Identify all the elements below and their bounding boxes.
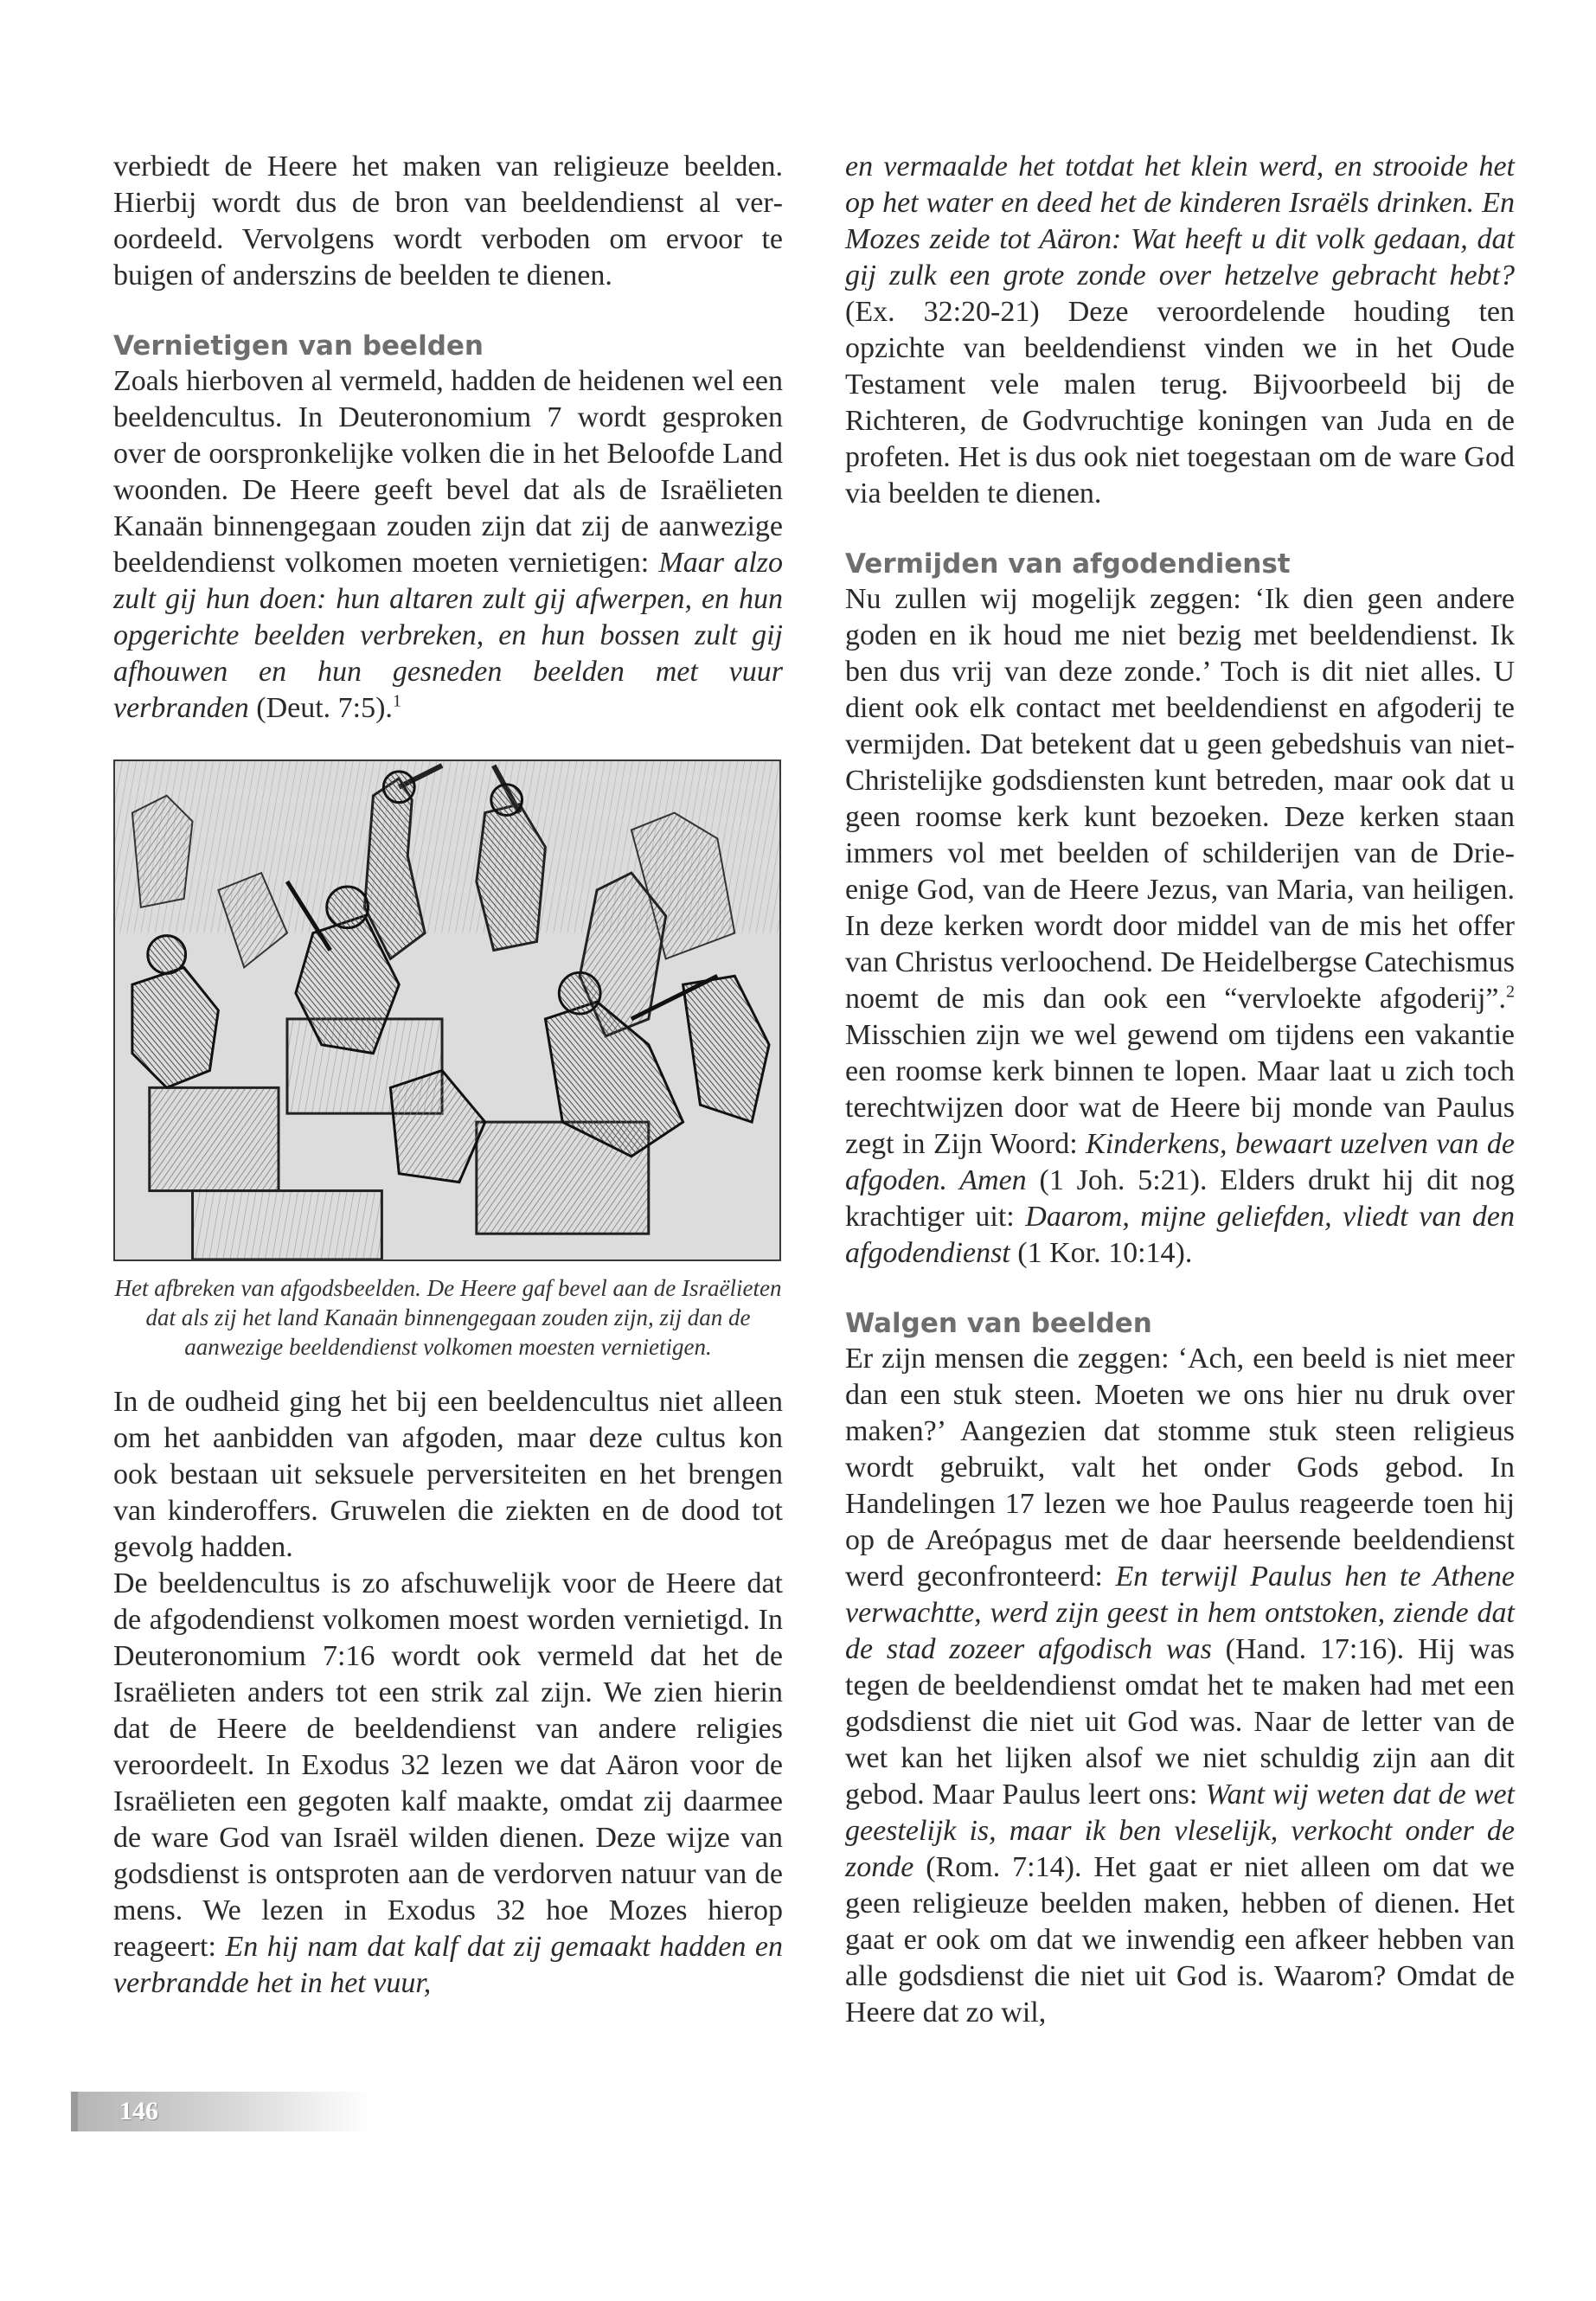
scripture-quote: en vermaalde het totdat het klein werd, en strooide het op het water en deed het de kinderen Israëls drinken. En Mozes zeide tot Aäron: Wat heeft u dit volk gedaan, dat gij zulk een grote zonde over hetzelve gebracht hebt? bbox=[845, 151, 1515, 292]
scripture-quote: Kinderkens, bewaart uzelven van de afgoden. Amen bbox=[845, 1128, 1515, 1196]
paragraph-vernietigen bbox=[113, 363, 783, 727]
paragraph-walgen bbox=[845, 1341, 1515, 2031]
paragraph-oudheid: In de oudheid ging het bij een beeldencultus niet alleen om het aanbidden van afgoden, maar deze cultus kon ook bestaan uit seksuele perversiteiten en het brengen van kinderoffers. Gruwelen die ziekten en de dood tot gevolg hadden. bbox=[113, 1386, 783, 1563]
scripture-quote: Maar alzo zult gij hun doen: hun altaren zult gij afwerpen, en hun opgerichte beelden verbreken, en hun bossen zult gij afhouwen en hun gesneden beelden met vuur verbranden bbox=[113, 547, 783, 724]
paragraph-vermijden bbox=[845, 581, 1515, 1272]
section-heading-vermijden: Vermijden van afgodendienst bbox=[845, 548, 1291, 580]
footnote-marker: 2 bbox=[1506, 982, 1515, 1002]
text-run: De beeldencultus is zo afschuwelijk voor de Heere dat de afgodendienst volkomen moest worden vernietigd. In Deuteronomium 7:16 wordt ook vermeld dat het de Israëlieten anders tot een strik zal zijn. We zien hierin dat de Heere de beeldendienst van andere religies veroordeelt. In Exodus 32 lezen we dat Aäron voor de Israëlieten een gegoten kalf maakte, omdat zij daarmee de ware God van Israël wilden dienen. Deze wijze van godsdienst is ontsproten aan de verdorven natuur van de mens. We lezen in Exodus 32 hoe Mozes hierop reageert: bbox=[113, 1567, 783, 1963]
text-run: (Rom. 7:14). Het gaat er niet alleen om dat we geen religieuze beelden maken, hebben of dienen. Het gaat er ook om dat we inwendig een afkeer hebben van alle godsdienst die niet uit God is. Waarom? Omdat de Heere dat zo wil, bbox=[845, 1851, 1515, 2029]
scripture-reference: (Deut. 7:5). bbox=[248, 692, 393, 724]
text-run: (Hand. 17:16). Hij was tegen de beeldendienst omdat het te maken had met een godsdienst die niet uit God was. Naar de letter van de wet kan het lijken alsof we niet schuldig zijn aan dit gebod. Maar Paulus leert ons: bbox=[845, 1633, 1515, 1811]
scripture-quote: En terwijl Paulus hen te Athene verwachtte, werd zijn geest in hem ontstoken, ziende dat de stad zozeer afgodisch was bbox=[845, 1561, 1515, 1665]
paragraph-continuation bbox=[845, 149, 1515, 512]
scripture-quote: Want wij weten dat de wet geestelijk is, maar ik ben vleselijk, verkocht onder de zonde bbox=[845, 1779, 1516, 1883]
right-column bbox=[845, 149, 1515, 2031]
section-heading-vernietigen: Vernietigen van beelden bbox=[113, 330, 484, 362]
engraving-image bbox=[113, 760, 781, 1261]
page-number: 146 bbox=[119, 2097, 158, 2125]
text-run: (Ex. 32:20-21) Deze veroordelende houding ten opzichte van beeldendienst vinden we in het Oude Testament vele malen terug. Bijvoorbeeld bij de Richteren, de Godvruchtige koningen van Juda en de profeten. Het is dus ook niet toegestaan om de ware God via beelden te dienen. bbox=[845, 296, 1515, 510]
figure-caption: Het afbreken van afgodsbeelden. De Heere gaf bevel aan de Israëlieten dat als zij het land Kanaän binnengegaan zouden zijn, zij dan de aanwezige beeldendienst volkomen moesten vernietigen. bbox=[114, 1275, 782, 1360]
section-heading-walgen: Walgen van beelden bbox=[845, 1308, 1152, 1339]
figure bbox=[113, 760, 783, 1362]
left-column bbox=[113, 149, 783, 2002]
paragraph-beeldencultus bbox=[113, 1566, 783, 2002]
text-run: Misschien zijn we wel gewend om tijdens een vakantie een roomse kerk binnen te lopen. Maar laat u zich toch terechtwijzen door wat de Heere bij monde van Paulus zegt in Zijn Woord: bbox=[845, 1019, 1515, 1160]
intro-paragraph: verbiedt de Heere het maken van religieuze beelden. Hierbij wordt dus de bron van beeldendienst al veroordeeld. Vervolgens wordt verboden om ervoor te buigen of anderszins de beelden te dienen. bbox=[113, 151, 783, 292]
text-run: Er zijn mensen die zeggen: ‘Ach, een beeld is niet meer dan een stuk steen. Moeten we ons hier nu druk over maken?’ Aangezien dat stomme stuk steen religieus wordt gebruikt, valt het onder Gods gebod. In Handelingen 17 lezen we hoe Paulus reageerde toen hij op de Areópagus met de daar heersende beeldendienst werd geconfronteerd: bbox=[845, 1343, 1515, 1593]
scripture-quote: Daarom, mijne geliefden, vliedt van den afgodendienst bbox=[845, 1201, 1515, 1269]
text-run: (1 Joh. 5:21). Elders drukt hij dit nog krachtiger uit: bbox=[845, 1164, 1515, 1233]
text-run: Nu zullen wij mogelijk zeggen: ‘Ik dien geen andere goden en ik houd me niet bezig met beeldendienst. Ik ben dus vrij van deze zonde.’ Toch is dit niet alles. U dient ook elk contact met beeldendienst en afgoderij te vermijden. Dat betekent dat u geen gebedshuis van niet-Christelijke godsdiensten kunt betreden, maar ook dat u geen roomse kerk kunt bezoeken. Deze kerken staan immers vol met beelden of schilderijen van de Drie-enige God, van de Heere Jezus, van Maria, van heiligen. In deze kerken wordt door middel van de mis het offer van Christus verloochend. De Heidelbergse Catechismus noemt de mis dan ook een “vervloekte afgoderij”. bbox=[845, 583, 1515, 1015]
page-number-bar bbox=[71, 2092, 372, 2131]
scripture-quote: En hij nam dat kalf dat zij gemaakt hadden en verbrandde het in het vuur, bbox=[113, 1931, 783, 1999]
text-run: (1 Kor. 10:14). bbox=[1010, 1237, 1193, 1269]
text-run: Zoals hierboven al vermeld, hadden de heidenen wel een beeldencultus. In Deuteronomium 7 wordt gesproken over de oorspronkelijke volken die in het Beloofde Land woonden. De Heere geeft bevel dat als de Israëlieten Kanaän binnengegaan zouden zijn dat zij de aanwezige beeldendienst volkomen moeten vernietigen: bbox=[113, 365, 783, 579]
footnote-marker: 1 bbox=[392, 691, 401, 711]
